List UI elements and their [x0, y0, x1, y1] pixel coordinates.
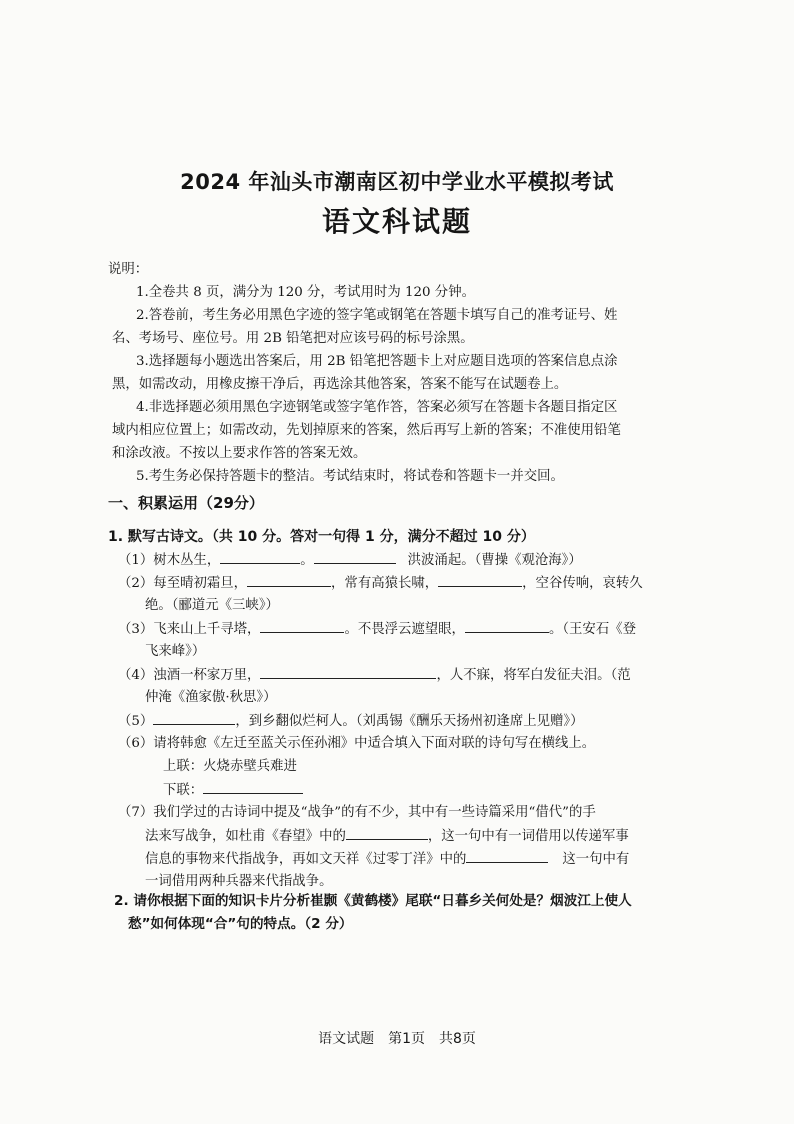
- exam-title: 2024 年汕头市潮南区初中学业水平模拟考试: [180, 170, 614, 194]
- q1-text: （2）每至晴初霜旦，: [118, 576, 248, 591]
- q1-item-6: （6）请将韩愈《左迁至蓝关示侄孙湘》中适合填入下面对联的诗句写在横线上。: [118, 736, 596, 751]
- q1-item-5: [118, 712, 583, 731]
- instruction-line: 4.非选择题必须用黑色字迹钢笔或签字笔作答，答案必须写在答题卡各题目指定区: [136, 400, 618, 415]
- answer-blank[interactable]: [466, 850, 548, 863]
- q1-text: 。不畏浮云遮望眼，: [344, 622, 465, 637]
- answer-blank[interactable]: [438, 574, 522, 587]
- q1-text: 仲淹《渔家傲·秋思》）: [145, 690, 277, 705]
- q1-text: [145, 827, 629, 846]
- q1-text: （1）树木丛生，: [118, 553, 221, 568]
- answer-blank[interactable]: [203, 781, 303, 794]
- q1-text: （5）: [118, 714, 154, 729]
- q1-text: ，这一句中有一词借用以传递军事: [427, 829, 629, 844]
- instruction-line: 和涂改液。不按以上要求作答的答案无效。: [112, 446, 367, 461]
- q1-text: （3）飞来山上千寻塔，: [118, 622, 261, 637]
- answer-blank[interactable]: [260, 666, 436, 679]
- instruction-line: 2.答卷前，考生务必用黑色字迹的签字笔或钢笔在答题卡填写自己的准考证号、姓: [136, 308, 618, 323]
- instruction-line: 3.选择题每小题选出答案后，用 2B 铅笔把答题卡上对应题目选项的答案信息点涂: [136, 354, 618, 369]
- answer-blank[interactable]: [153, 712, 235, 725]
- q1-item-1: [118, 551, 582, 570]
- q1-text: ，人不寐，将军白发征夫泪。（范: [436, 668, 631, 683]
- section-heading: 一、积累运用（29分）: [108, 494, 264, 512]
- answer-blank[interactable]: [465, 620, 549, 633]
- q1-text: 这一句中有: [562, 852, 630, 867]
- q1-text: 飞来峰》）: [145, 644, 206, 659]
- instruction-line: 域内相应位置上；如需改动，先划掉原来的答案，然后再写上新的答案；不准使用铅笔: [112, 423, 621, 438]
- instruction-line: 名、考场号、座位号。用 2B 铅笔把对应该号码的标号涂黑。: [112, 331, 474, 346]
- instruction-line: 5.考生务必保持答题卡的整洁。考试结束时，将试卷和答题卡一并交回。: [136, 469, 564, 484]
- q1-text: 法来写战争，如杜甫《春望》中的: [145, 829, 346, 844]
- answer-blank[interactable]: [220, 551, 300, 564]
- q1-text: ，到乡翻似烂柯人。（刘禹锡《酬乐天扬州初逢席上见赠》）: [235, 714, 584, 729]
- page-footer: [0, 1028, 794, 1048]
- q1-text: 。: [300, 553, 314, 568]
- question-2-stem: 愁”如何体现“合”句的特点。（2 分）: [128, 916, 353, 932]
- q1-text: ，常有高猿长啸，: [331, 576, 439, 591]
- q1-text: （4）浊酒一杯家万里，: [118, 668, 261, 683]
- q1-text: 信息的事物来代指战争，再如文天祥《过零丁洋》中的: [145, 852, 467, 867]
- answer-blank[interactable]: [346, 827, 428, 840]
- footer-page: 第1页: [388, 1031, 425, 1047]
- q1-item-4: [118, 666, 631, 685]
- instructions-label: 说明：: [108, 262, 149, 277]
- q1-text: 一词借用两种兵器来代指战争。: [145, 874, 333, 889]
- q1-item-2: [118, 574, 643, 593]
- footer-total: 共8页: [439, 1031, 476, 1047]
- instruction-line: 黑，如需改动，用橡皮擦干净后，再选涂其他答案，答案不能写在试题卷上。: [112, 377, 568, 392]
- couplet-upper: 上联：火烧赤壁兵难进: [163, 759, 297, 774]
- q1-text: [145, 850, 629, 869]
- answer-blank[interactable]: [260, 620, 344, 633]
- answer-blank[interactable]: [314, 551, 396, 564]
- q1-item-3: [118, 620, 636, 639]
- q1-text: 下联：: [163, 783, 204, 798]
- question-1-stem: 1. 默写古诗文。（共 10 分。答对一句得 1 分，满分不超过 10 分）: [108, 529, 535, 545]
- footer-subject: 语文试题: [318, 1031, 375, 1047]
- answer-blank[interactable]: [247, 574, 331, 587]
- couplet-lower: [163, 781, 303, 800]
- question-2-stem: 2. 请你根据下面的知识卡片分析崔颢《黄鹤楼》尾联“日暮乡关何处是？烟波江上使人: [114, 893, 632, 909]
- q1-item-7: （7）我们学过的古诗词中提及“战争”的有不少，其中有一些诗篇采用“借代”的手: [118, 805, 596, 820]
- subject-title: 语文科试题: [321, 205, 472, 238]
- q1-text: 。（王安石《登: [548, 622, 636, 637]
- instruction-line: 1.全卷共 8 页，满分为 120 分，考试用时为 120 分钟。: [136, 285, 475, 300]
- q1-text: 洪波涌起。（曹操《观沧海》）: [407, 553, 582, 568]
- q1-text: ，空谷传响，哀转久: [522, 576, 643, 591]
- q1-text: 绝。（郦道元《三峡》）: [145, 598, 279, 613]
